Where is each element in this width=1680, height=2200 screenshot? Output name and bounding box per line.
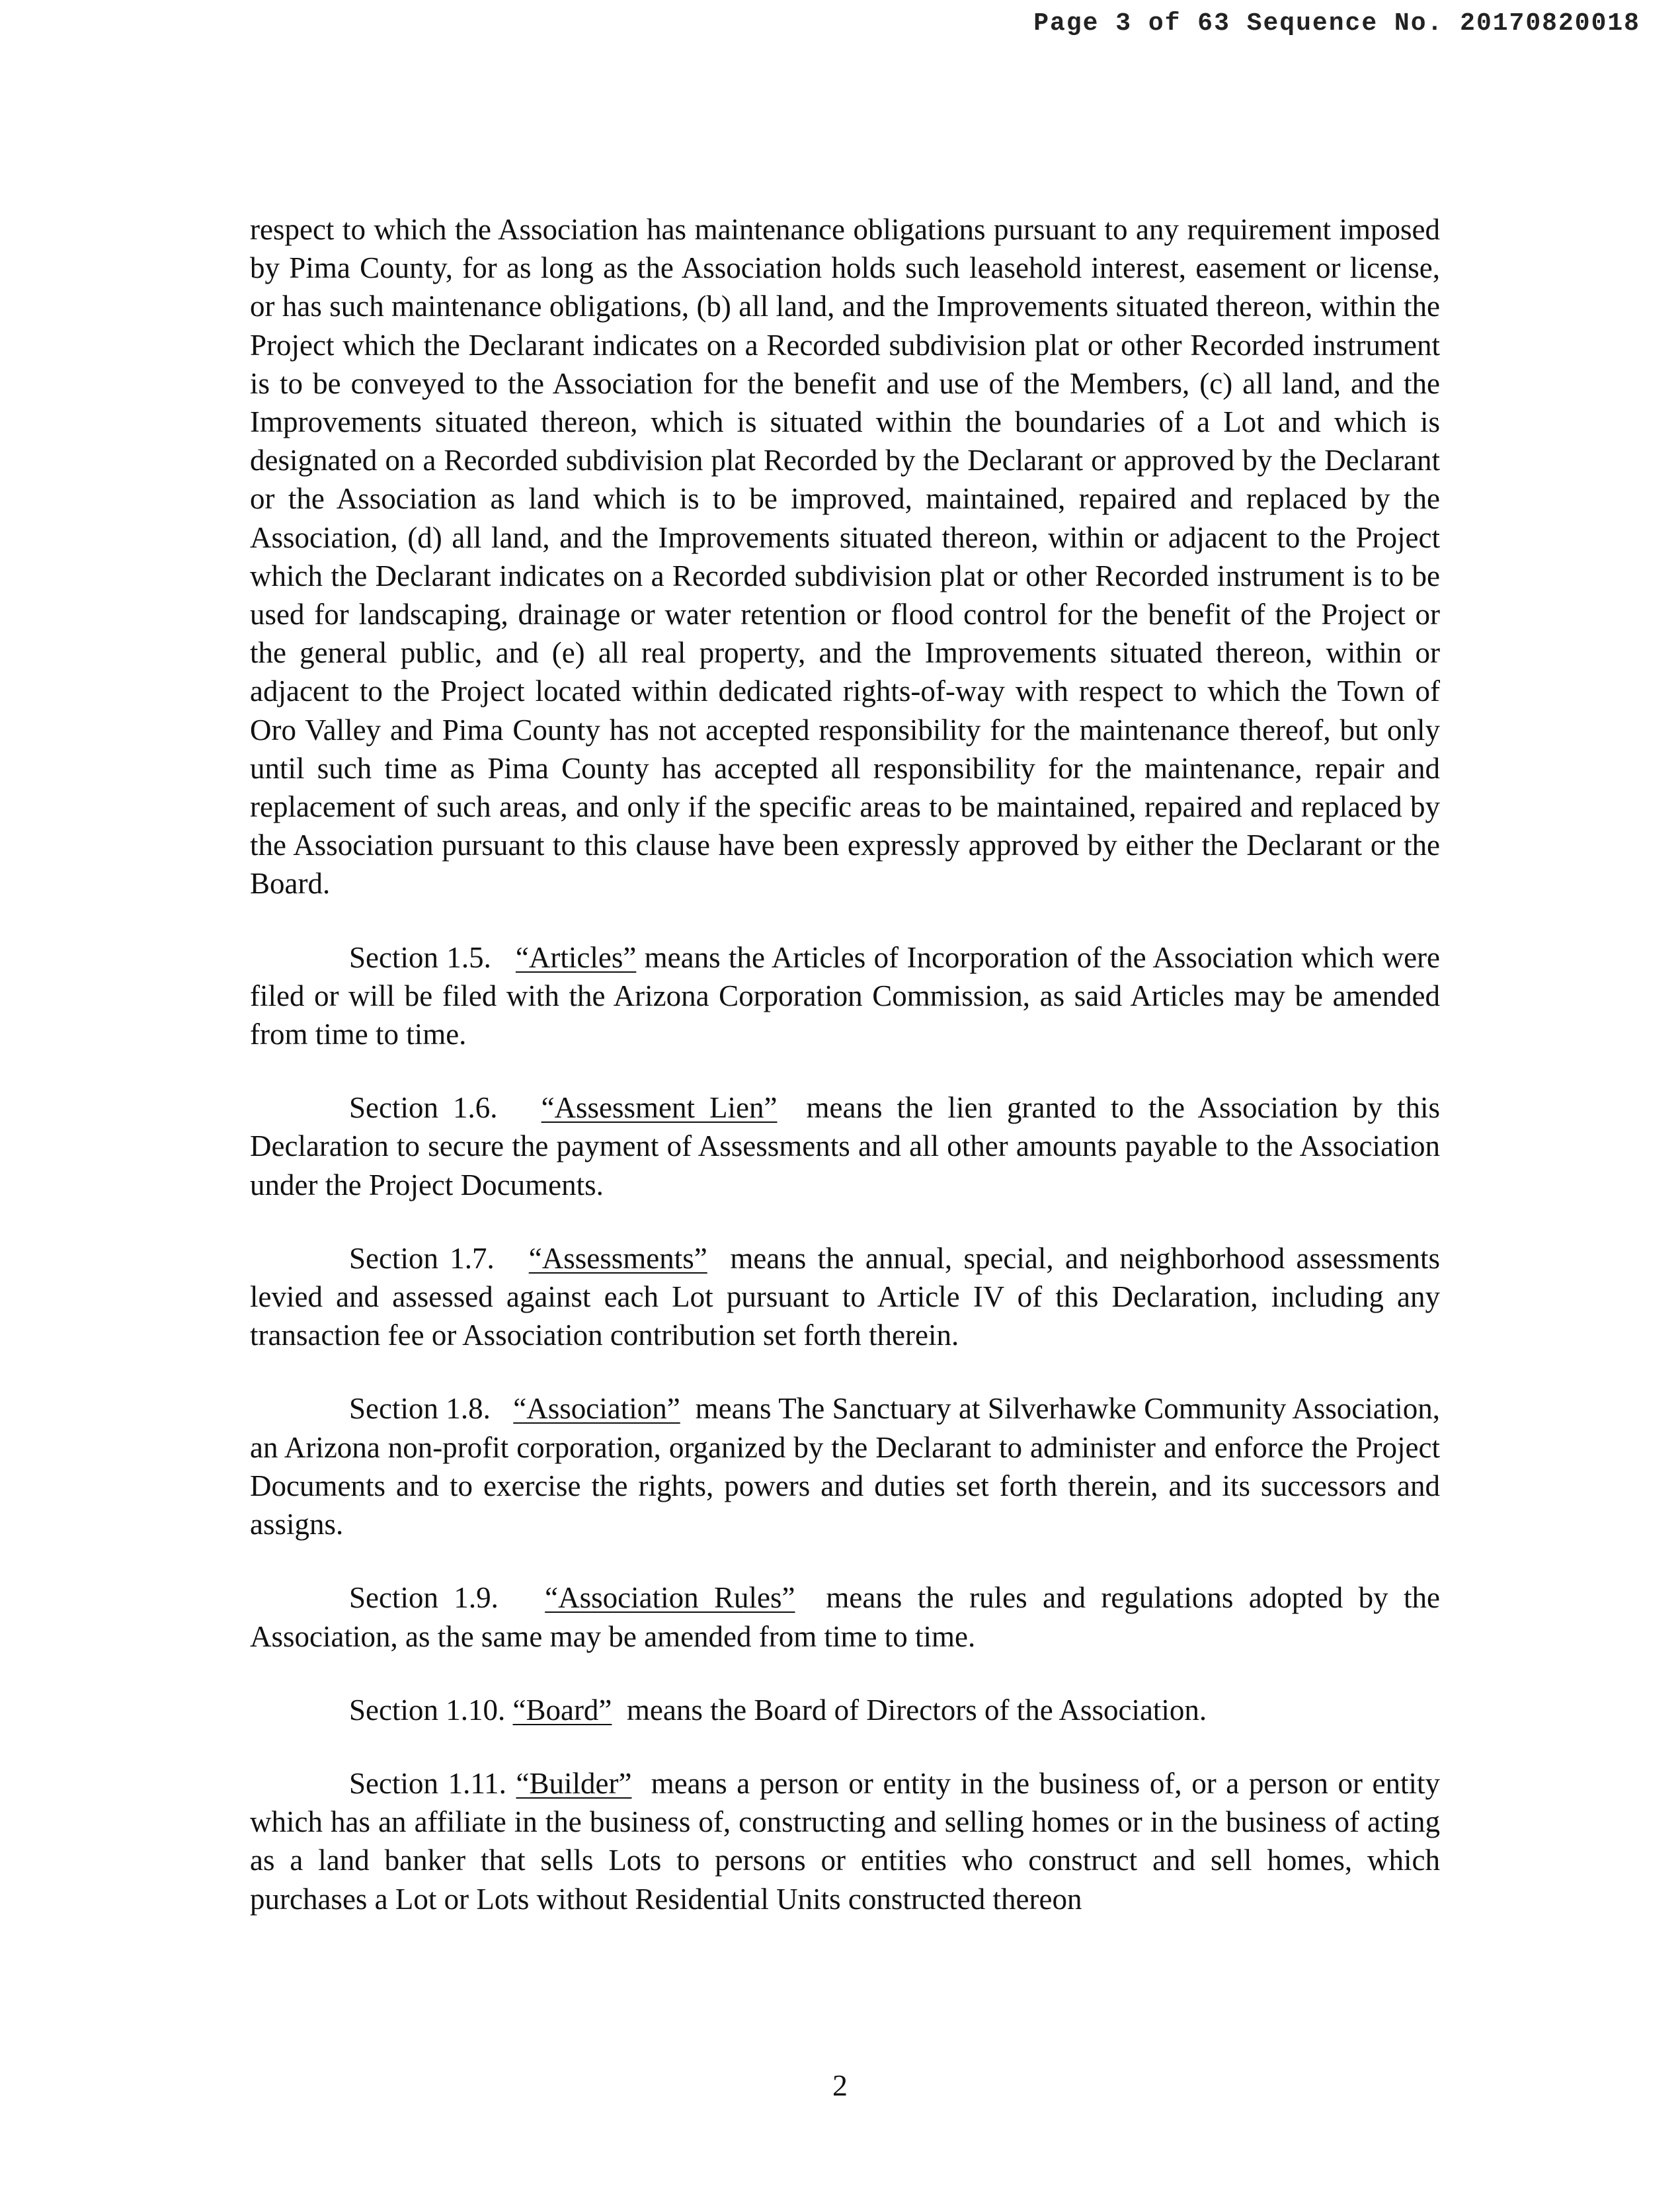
- section-number: Section 1.10.: [349, 1693, 506, 1727]
- defined-term: “Association”: [513, 1392, 680, 1426]
- page-number: 2: [832, 2068, 848, 2102]
- section-text: means the annual, special, and neighborhood assessments levied and assessed against each Lot pursuant to Article IV of this Declaration, including any transaction fee or Association contribution set forth therein.: [250, 1241, 1440, 1352]
- section-number: Section 1.8.: [349, 1392, 491, 1426]
- section-text: means the Board of Directors of the Association.: [626, 1693, 1207, 1727]
- defined-term: “Association Rules”: [545, 1581, 795, 1615]
- section-1-5: [250, 938, 1440, 1054]
- section-1-11: [250, 1764, 1440, 1918]
- section-text: means the lien granted to the Association by this Declaration to secure the payment of Assessments and all other amounts payable to the Association under the Project Documents.: [250, 1091, 1441, 1202]
- section-text: means a person or entity in the business of, or a person or entity which has an affiliate in the business of, constructing and selling homes or in the business of acting as a land banker that sells Lots to persons or entities who construct and sell homes, which purchases a Lot or Lots without Residential Units constructed thereon: [250, 1766, 1441, 1916]
- section-text: means the Articles of Incorporation of the Association which were filed or will be filed with the Arizona Corporation Commission, as said Articles may be amended from time to time.: [250, 940, 1441, 1051]
- defined-term: “Articles”: [515, 940, 637, 974]
- defined-term: “Assessment Lien”: [541, 1091, 778, 1125]
- section-1-9: [250, 1578, 1440, 1655]
- intro-paragraph: respect to which the Association has maintenance obligations pursuant to any requirement imposed by Pima County, for as long as the Association holds such leasehold interest, easement or license, or has such maintenance obligations, (b) all land, and the Improvements situated thereon, within the Project which the Declarant indicates on a Recorded subdivision plat or other Recorded instrument is to be conveyed to the Association for the benefit and use of the Members, (c) all land, and the Improvements situated thereon, which is situated within the boundaries of a Lot and which is designated on a Recorded subdivision plat Recorded by the Declarant or approved by the Declarant or the Association as land which is to be improved, maintained, repaired and replaced by the Association, (d) all land, and the Improvements situated thereon, within or adjacent to the Project which the Declarant indicates on a Recorded subdivision plat or other Recorded instrument is to be used for landscaping, drainage or water retention or flood control for the benefit of the Project or the general public, and (e) all real property, and the Improvements situated thereon, within or adjacent to the Project located within dedicated rights-of-way with respect to which the Town of Oro Valley and Pima County has not accepted responsibility for the maintenance thereof, but only until such time as Pima County has accepted all responsibility for the maintenance, repair and replacement of such areas, and only if the specific areas to be maintained, repaired and replaced by the Association pursuant to this clause have been expressly approved by either the Declarant or the Board.: [250, 213, 1440, 901]
- section-text: means the rules and regulations adopted by the Association, as the same may be amended from time to time.: [250, 1581, 1441, 1653]
- page-sequence-stamp: Page 3 of 63 Sequence No. 20170820018: [1033, 9, 1640, 38]
- defined-term: “Builder”: [516, 1766, 632, 1800]
- document-body: [250, 210, 1440, 1918]
- section-1-6: [250, 1088, 1440, 1204]
- defined-term: “Board”: [512, 1693, 612, 1727]
- section-number: Section 1.6.: [349, 1091, 498, 1125]
- section-1-7: [250, 1239, 1440, 1355]
- section-1-10: [250, 1691, 1440, 1729]
- section-number: Section 1.9.: [349, 1581, 499, 1615]
- section-text: means The Sanctuary at Silverhawke Community Association, an Arizona non-profit corporation, organized by the Declarant to administer and enforce the Project Documents and to exercise the rights, powers and duties set forth therein, and its successors and assigns.: [250, 1392, 1441, 1541]
- section-number: Section 1.5.: [349, 940, 491, 974]
- section-1-8: [250, 1389, 1440, 1543]
- defined-term: “Assessments”: [528, 1241, 707, 1275]
- section-number: Section 1.11.: [349, 1766, 506, 1800]
- section-number: Section 1.7.: [349, 1241, 495, 1275]
